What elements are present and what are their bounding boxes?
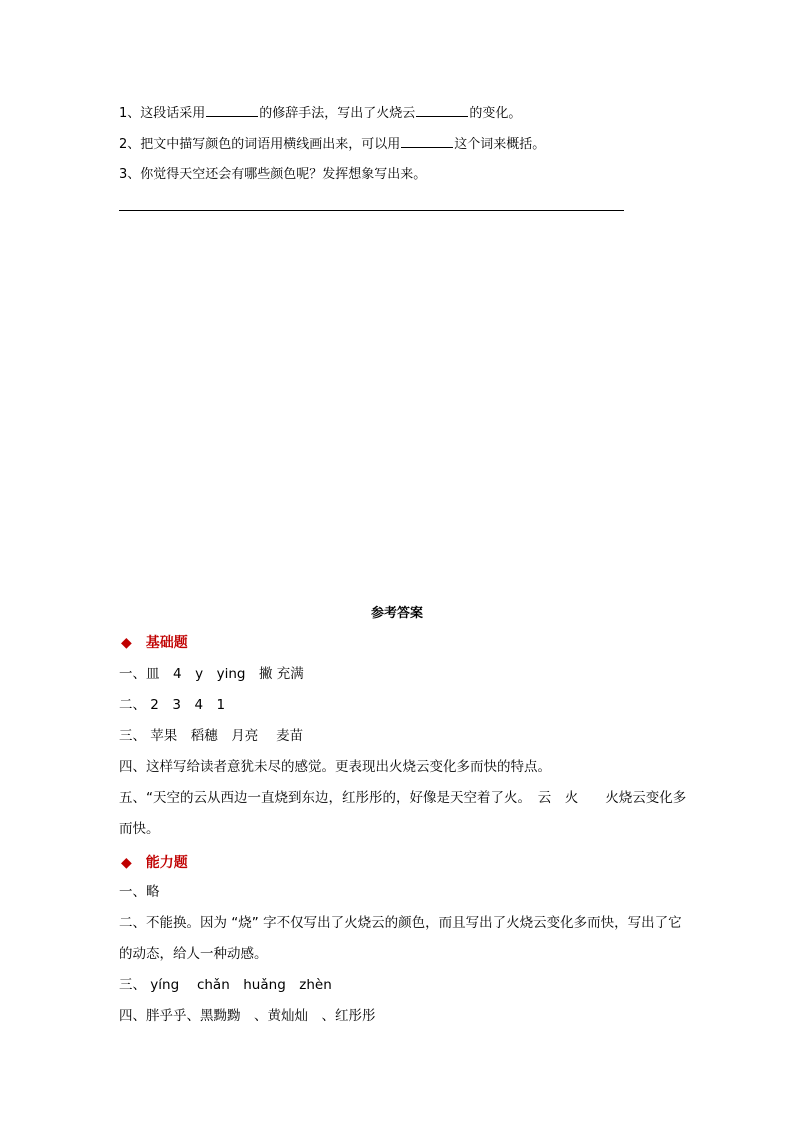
question-text: 把文中描写颜色的词语用横线画出来，可以用 [140, 137, 401, 152]
question-1 [119, 104, 521, 123]
fill-blank [401, 135, 453, 148]
question-text: 你觉得天空还会有哪些颜色呢？发挥想象写出来。 [140, 167, 427, 182]
section-basic-heading [121, 632, 188, 652]
question-text: 的变化。 [469, 106, 522, 121]
answer-item: 一、皿 4 y ying 撇 充满 [119, 666, 304, 682]
answer-item: 四、胖乎乎、黑黝黝 、黄灿灿 、红彤彤 [119, 1008, 376, 1024]
diamond-icon: ◆ [121, 855, 132, 871]
answer-item: 二、 2 3 4 1 [119, 697, 226, 713]
answer-item: 三、 yíng chǎn huǎng zhèn [119, 977, 332, 993]
answer-item: 四、这样写给读者意犹未尽的感觉。更表现出火烧云变化多而快的特点。 [119, 759, 551, 775]
question-3 [119, 166, 426, 184]
diamond-icon: ◆ [121, 635, 132, 651]
question-number: 3、 [119, 167, 141, 182]
answer-item: 一、略 [119, 884, 160, 900]
fill-blank [416, 104, 468, 117]
section-title: 基础题 [145, 635, 188, 651]
section-title: 能力题 [145, 855, 188, 871]
question-text: 这段话采用 [140, 106, 206, 121]
question-number: 1、 [119, 106, 141, 121]
question-text: 的修辞手法，写出了火烧云 [259, 106, 416, 121]
fill-blank [206, 104, 258, 117]
question-text: 这个词来概括。 [454, 137, 546, 152]
answer-item: 三、 苹果 稻穗 月亮 麦苗 [119, 728, 304, 744]
answer-line [119, 210, 624, 211]
answer-item: 二、不能换。因为 “烧” 字不仅写出了火烧云的颜色，而且写出了火烧云变化多而快，写出了它的动态，给人一种动感。 [119, 915, 682, 962]
question-number: 2、 [119, 137, 141, 152]
question-2 [119, 135, 545, 154]
answers-title: 参考答案 [370, 606, 423, 621]
section-ability-heading [121, 852, 188, 872]
answer-item: 五、“天空的云从西边一直烧到东边，红彤彤的，好像是天空着了火。 云 火 火烧云变化多而快。 [119, 790, 687, 837]
